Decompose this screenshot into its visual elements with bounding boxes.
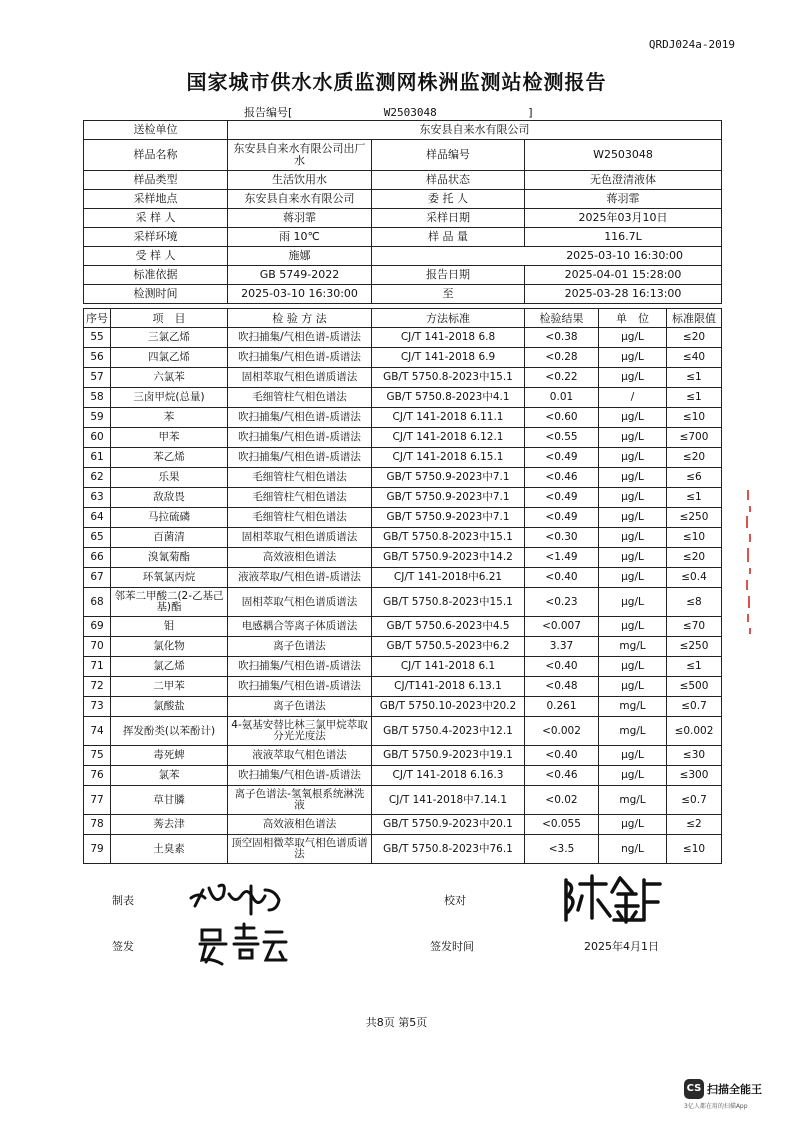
sample-no: W2503048: [525, 140, 722, 171]
receiver: 施娜: [228, 247, 372, 266]
cell-standard: GB/T 5750.4-2023中12.1: [372, 717, 525, 746]
scanner-logo-icon: CS: [684, 1079, 704, 1099]
cell-item: 敌敌畏: [111, 488, 228, 508]
cell-standard: GB/T 5750.8-2023中15.1: [372, 528, 525, 548]
cell-method: 高效液相色谱法: [228, 548, 372, 568]
cell-item: 溴氰菊酯: [111, 548, 228, 568]
sample-date: 2025年03月10日: [525, 209, 722, 228]
cell-item: 环氧氯丙烷: [111, 568, 228, 588]
cell-standard: GB/T 5750.6-2023中4.5: [372, 617, 525, 637]
cell-unit: μg/L: [599, 408, 667, 428]
report-number: [244, 104, 533, 120]
test-end: 2025-03-28 16:13:00: [525, 285, 722, 304]
cell-unit: μg/L: [599, 568, 667, 588]
cell-unit: mg/L: [599, 786, 667, 815]
cell-unit: mg/L: [599, 637, 667, 657]
cell-no: 58: [84, 388, 111, 408]
basis-label: 标准依据: [84, 266, 228, 285]
cell-limit: ≤0.4: [667, 568, 722, 588]
cell-item: 四氯乙烯: [111, 348, 228, 368]
cell-standard: GB/T 5750.9-2023中20.1: [372, 815, 525, 835]
cell-limit: ≤2: [667, 815, 722, 835]
cell-no: 79: [84, 835, 111, 864]
cell-method: 吹扫捕集/气相色谱-质谱法: [228, 657, 372, 677]
cell-method: 毛细管柱气相色谱法: [228, 488, 372, 508]
cell-limit: ≤1: [667, 488, 722, 508]
cell-unit: /: [599, 388, 667, 408]
cell-item: 毒死蜱: [111, 746, 228, 766]
cell-result: <3.5: [525, 835, 599, 864]
cell-limit: ≤20: [667, 448, 722, 468]
cell-no: 70: [84, 637, 111, 657]
table-row: [84, 786, 722, 815]
cell-standard: CJ/T 141-2018 6.16.3: [372, 766, 525, 786]
cell-result: <0.055: [525, 815, 599, 835]
cell-item: 莠去津: [111, 815, 228, 835]
cell-no: 73: [84, 697, 111, 717]
sample-type-label: 样品类型: [84, 171, 228, 190]
cell-limit: ≤1: [667, 368, 722, 388]
cell-item: 三氯乙烯: [111, 328, 228, 348]
cell-unit: mg/L: [599, 717, 667, 746]
col-limit: 标准限值: [667, 309, 722, 328]
col-unit: 单 位: [599, 309, 667, 328]
table-row: [84, 697, 722, 717]
cell-no: 74: [84, 717, 111, 746]
form-code: QRDJ024a-2019: [648, 38, 735, 51]
cell-no: 67: [84, 568, 111, 588]
cell-result: <0.007: [525, 617, 599, 637]
cell-result: <0.23: [525, 588, 599, 617]
cell-standard: GB/T 5750.9-2023中7.1: [372, 468, 525, 488]
scanner-watermark: [684, 1078, 784, 1110]
cell-method: 吹扫捕集/气相色谱-质谱法: [228, 766, 372, 786]
table-row: [84, 746, 722, 766]
cell-item: 马拉硫磷: [111, 508, 228, 528]
col-result: 检验结果: [525, 309, 599, 328]
cell-result: 3.37: [525, 637, 599, 657]
sample-name: 东安县自来水有限公司出厂水: [228, 140, 372, 171]
cell-standard: CJ/T 141-2018 6.1: [372, 657, 525, 677]
cell-unit: ng/L: [599, 835, 667, 864]
submit-unit: 东安县自来水有限公司: [228, 121, 722, 140]
cell-method: 离子色谱法: [228, 697, 372, 717]
qty: 116.7L: [525, 228, 722, 247]
cell-method: 固相萃取气相色谱质谱法: [228, 588, 372, 617]
cell-method: 电感耦合等离子体质谱法: [228, 617, 372, 637]
cell-standard: GB/T 5750.10-2023中20.2: [372, 697, 525, 717]
table-row: [84, 348, 722, 368]
site-label: 采样地点: [84, 190, 228, 209]
cell-no: 76: [84, 766, 111, 786]
table-row: [84, 617, 722, 637]
cell-standard: GB/T 5750.9-2023中14.2: [372, 548, 525, 568]
cell-limit: ≤300: [667, 766, 722, 786]
cell-standard: GB/T 5750.9-2023中7.1: [372, 488, 525, 508]
cell-standard: GB/T 5750.8-2023中4.1: [372, 388, 525, 408]
table-row: [84, 835, 722, 864]
col-item: 项 目: [111, 309, 228, 328]
cell-limit: ≤6: [667, 468, 722, 488]
cell-standard: CJ/T 141-2018 6.8: [372, 328, 525, 348]
cell-limit: ≤250: [667, 637, 722, 657]
sample-state-label: 样品状态: [372, 171, 525, 190]
cell-result: <0.22: [525, 368, 599, 388]
cell-no: 56: [84, 348, 111, 368]
cell-item: 草甘膦: [111, 786, 228, 815]
cell-result: <0.55: [525, 428, 599, 448]
cell-method: 吹扫捕集/气相色谱-质谱法: [228, 448, 372, 468]
issued-label: 签发: [112, 940, 134, 953]
table-row: [84, 388, 722, 408]
cell-item: 乐果: [111, 468, 228, 488]
table-row: [84, 368, 722, 388]
cell-limit: ≤20: [667, 328, 722, 348]
cell-unit: μg/L: [599, 468, 667, 488]
cell-item: 三卤甲烷(总量): [111, 388, 228, 408]
cell-item: 二甲苯: [111, 677, 228, 697]
env: 雨 10℃: [228, 228, 372, 247]
cell-unit: μg/L: [599, 528, 667, 548]
cell-method: 吹扫捕集/气相色谱-质谱法: [228, 328, 372, 348]
cell-unit: μg/L: [599, 746, 667, 766]
cell-item: 邻苯二甲酸二(2-乙基己基)酯: [111, 588, 228, 617]
cell-no: 60: [84, 428, 111, 448]
cell-no: 72: [84, 677, 111, 697]
report-date: 2025-04-01 15:28:00: [525, 266, 722, 285]
cell-unit: μg/L: [599, 508, 667, 528]
cell-method: 固相萃取气相色谱质谱法: [228, 528, 372, 548]
sample-no-label: 样品编号: [372, 140, 525, 171]
issue-time-label: 签发时间: [430, 940, 474, 953]
cell-item: 氯苯: [111, 766, 228, 786]
scanner-tagline: 3亿人都在用的扫描App: [684, 1102, 748, 1110]
receive-date: 2025-03-10 16:30:00: [372, 247, 722, 266]
cell-standard: CJ/T 141-2018中6.21: [372, 568, 525, 588]
basis: GB 5749-2022: [228, 266, 372, 285]
cell-limit: ≤10: [667, 408, 722, 428]
table-row: [84, 488, 722, 508]
table-row: [84, 328, 722, 348]
cell-unit: μg/L: [599, 657, 667, 677]
receiver-label: 受 样 人: [84, 247, 228, 266]
table-row: [84, 588, 722, 617]
cell-method: 4-氨基安替比林三氯甲烷萃取分光光度法: [228, 717, 372, 746]
cell-standard: GB/T 5750.9-2023中7.1: [372, 508, 525, 528]
cell-unit: μg/L: [599, 368, 667, 388]
cell-item: 钼: [111, 617, 228, 637]
cell-limit: ≤40: [667, 348, 722, 368]
cell-limit: ≤1: [667, 657, 722, 677]
cell-method: 离子色谱法-氢氧根系统淋洗液: [228, 786, 372, 815]
prepared-signature: [185, 876, 290, 922]
client: 蒋羽霏: [525, 190, 722, 209]
page-title: 国家城市供水水质监测网株洲监测站检测报告: [186, 70, 607, 94]
cell-result: <0.46: [525, 468, 599, 488]
cell-limit: ≤250: [667, 508, 722, 528]
cell-method: 液液萃取/气相色谱-质谱法: [228, 568, 372, 588]
cell-no: 57: [84, 368, 111, 388]
cell-method: 吹扫捕集/气相色谱-质谱法: [228, 428, 372, 448]
cell-item: 氯化物: [111, 637, 228, 657]
cell-limit: ≤0.002: [667, 717, 722, 746]
cell-standard: GB/T 5750.5-2023中6.2: [372, 637, 525, 657]
cell-standard: CJ/T 141-2018中7.14.1: [372, 786, 525, 815]
cell-result: <0.60: [525, 408, 599, 428]
site: 东安县自来水有限公司: [228, 190, 372, 209]
sample-date-label: 采样日期: [372, 209, 525, 228]
cell-unit: μg/L: [599, 588, 667, 617]
table-row: [84, 408, 722, 428]
cell-unit: μg/L: [599, 617, 667, 637]
cell-unit: μg/L: [599, 677, 667, 697]
results-header: [84, 309, 722, 328]
table-row: [84, 637, 722, 657]
report-number-label: 报告编号[: [244, 106, 293, 119]
table-row: [84, 766, 722, 786]
table-row: [84, 568, 722, 588]
cell-method: 高效液相色谱法: [228, 815, 372, 835]
seam-stamp: [744, 488, 754, 638]
issued-signature: [196, 922, 292, 966]
cell-result: <1.49: [525, 548, 599, 568]
sample-info-table: [83, 120, 722, 304]
cell-result: <0.40: [525, 568, 599, 588]
cell-item: 土臭素: [111, 835, 228, 864]
table-row: [84, 677, 722, 697]
table-row: [84, 448, 722, 468]
cell-method: 顶空固相微萃取气相色谱质谱法: [228, 835, 372, 864]
env-label: 采样环境: [84, 228, 228, 247]
cell-no: 65: [84, 528, 111, 548]
cell-no: 75: [84, 746, 111, 766]
cell-no: 55: [84, 328, 111, 348]
cell-limit: ≤0.7: [667, 786, 722, 815]
sample-state: 无色澄清液体: [525, 171, 722, 190]
cell-limit: ≤0.7: [667, 697, 722, 717]
checked-signature: [560, 872, 666, 928]
cell-standard: CJ/T 141-2018 6.12.1: [372, 428, 525, 448]
cell-result: <0.40: [525, 657, 599, 677]
table-row: [84, 548, 722, 568]
cell-standard: GB/T 5750.9-2023中19.1: [372, 746, 525, 766]
cell-item: 苯乙烯: [111, 448, 228, 468]
cell-no: 62: [84, 468, 111, 488]
cell-standard: CJ/T 141-2018 6.11.1: [372, 408, 525, 428]
cell-method: 毛细管柱气相色谱法: [228, 508, 372, 528]
cell-standard: GB/T 5750.8-2023中15.1: [372, 368, 525, 388]
scanner-name: 扫描全能王: [707, 1082, 762, 1096]
cell-unit: μg/L: [599, 766, 667, 786]
cell-item: 六氯苯: [111, 368, 228, 388]
cell-method: 固相萃取气相色谱质谱法: [228, 368, 372, 388]
sample-name-label: 样品名称: [84, 140, 228, 171]
report-date-label: 报告日期: [372, 266, 525, 285]
issue-time: 2025年4月1日: [584, 940, 659, 953]
table-row: [84, 717, 722, 746]
cell-result: <0.002: [525, 717, 599, 746]
client-label: 委 托 人: [372, 190, 525, 209]
cell-result: <0.48: [525, 677, 599, 697]
cell-result: <0.38: [525, 328, 599, 348]
test-time-label: 检测时间: [84, 285, 228, 304]
results-table: [83, 308, 722, 864]
cell-method: 液液萃取气相色谱法: [228, 746, 372, 766]
cell-limit: ≤500: [667, 677, 722, 697]
cell-result: <0.02: [525, 786, 599, 815]
cell-result: <0.49: [525, 488, 599, 508]
cell-result: 0.01: [525, 388, 599, 408]
cell-method: 吹扫捕集/气相色谱-质谱法: [228, 408, 372, 428]
cell-unit: μg/L: [599, 815, 667, 835]
table-row: [84, 528, 722, 548]
cell-result: <0.46: [525, 766, 599, 786]
cell-standard: GB/T 5750.8-2023中76.1: [372, 835, 525, 864]
cell-limit: ≤700: [667, 428, 722, 448]
checked-label: 校对: [444, 894, 466, 907]
cell-unit: μg/L: [599, 428, 667, 448]
cell-result: <0.40: [525, 746, 599, 766]
cell-unit: mg/L: [599, 697, 667, 717]
cell-limit: ≤10: [667, 835, 722, 864]
cell-no: 68: [84, 588, 111, 617]
cell-no: 66: [84, 548, 111, 568]
table-row: [84, 428, 722, 448]
cell-method: 吹扫捕集/气相色谱-质谱法: [228, 348, 372, 368]
cell-unit: μg/L: [599, 548, 667, 568]
col-standard: 方法标准: [372, 309, 525, 328]
sampler: 蒋羽霏: [228, 209, 372, 228]
cell-method: 离子色谱法: [228, 637, 372, 657]
cell-unit: μg/L: [599, 448, 667, 468]
cell-result: <0.49: [525, 448, 599, 468]
cell-unit: μg/L: [599, 328, 667, 348]
cell-no: 71: [84, 657, 111, 677]
sampler-label: 采 样 人: [84, 209, 228, 228]
cell-item: 苯: [111, 408, 228, 428]
report-number-value: W2503048: [383, 106, 437, 119]
prepared-label: 制表: [112, 894, 134, 907]
cell-limit: ≤10: [667, 528, 722, 548]
cell-no: 78: [84, 815, 111, 835]
cell-limit: ≤8: [667, 588, 722, 617]
cell-standard: CJ/T141-2018 6.13.1: [372, 677, 525, 697]
cell-no: 64: [84, 508, 111, 528]
cell-no: 69: [84, 617, 111, 637]
cell-method: 吹扫捕集/气相色谱-质谱法: [228, 677, 372, 697]
test-start: 2025-03-10 16:30:00: [228, 285, 372, 304]
cell-unit: μg/L: [599, 348, 667, 368]
cell-item: 氯酸盐: [111, 697, 228, 717]
cell-method: 毛细管柱气相色谱法: [228, 468, 372, 488]
cell-unit: μg/L: [599, 488, 667, 508]
cell-item: 甲苯: [111, 428, 228, 448]
cell-no: 61: [84, 448, 111, 468]
cell-standard: CJ/T 141-2018 6.9: [372, 348, 525, 368]
cell-item: 挥发酚类(以苯酚计): [111, 717, 228, 746]
cell-no: 59: [84, 408, 111, 428]
cell-no: 63: [84, 488, 111, 508]
cell-item: 氯乙烯: [111, 657, 228, 677]
cell-result: 0.261: [525, 697, 599, 717]
table-row: [84, 815, 722, 835]
page-footer: 共8页 第5页: [365, 1016, 428, 1029]
col-method: 检 验 方 法: [228, 309, 372, 328]
table-row: [84, 657, 722, 677]
cell-result: <0.30: [525, 528, 599, 548]
cell-standard: GB/T 5750.8-2023中15.1: [372, 588, 525, 617]
table-row: [84, 508, 722, 528]
col-no: 序号: [84, 309, 111, 328]
submit-unit-label: 送检单位: [84, 121, 228, 140]
cell-item: 百菌清: [111, 528, 228, 548]
cell-standard: CJ/T 141-2018 6.15.1: [372, 448, 525, 468]
report-number-close: ]: [528, 106, 533, 119]
cell-no: 77: [84, 786, 111, 815]
cell-limit: ≤1: [667, 388, 722, 408]
cell-method: 毛细管柱气相色谱法: [228, 388, 372, 408]
cell-limit: ≤70: [667, 617, 722, 637]
test-to: 至: [372, 285, 525, 304]
cell-limit: ≤30: [667, 746, 722, 766]
table-row: [84, 468, 722, 488]
cell-result: <0.28: [525, 348, 599, 368]
sample-type: 生活饮用水: [228, 171, 372, 190]
cell-limit: ≤20: [667, 548, 722, 568]
cell-result: <0.49: [525, 508, 599, 528]
qty-label: 样 品 量: [372, 228, 525, 247]
